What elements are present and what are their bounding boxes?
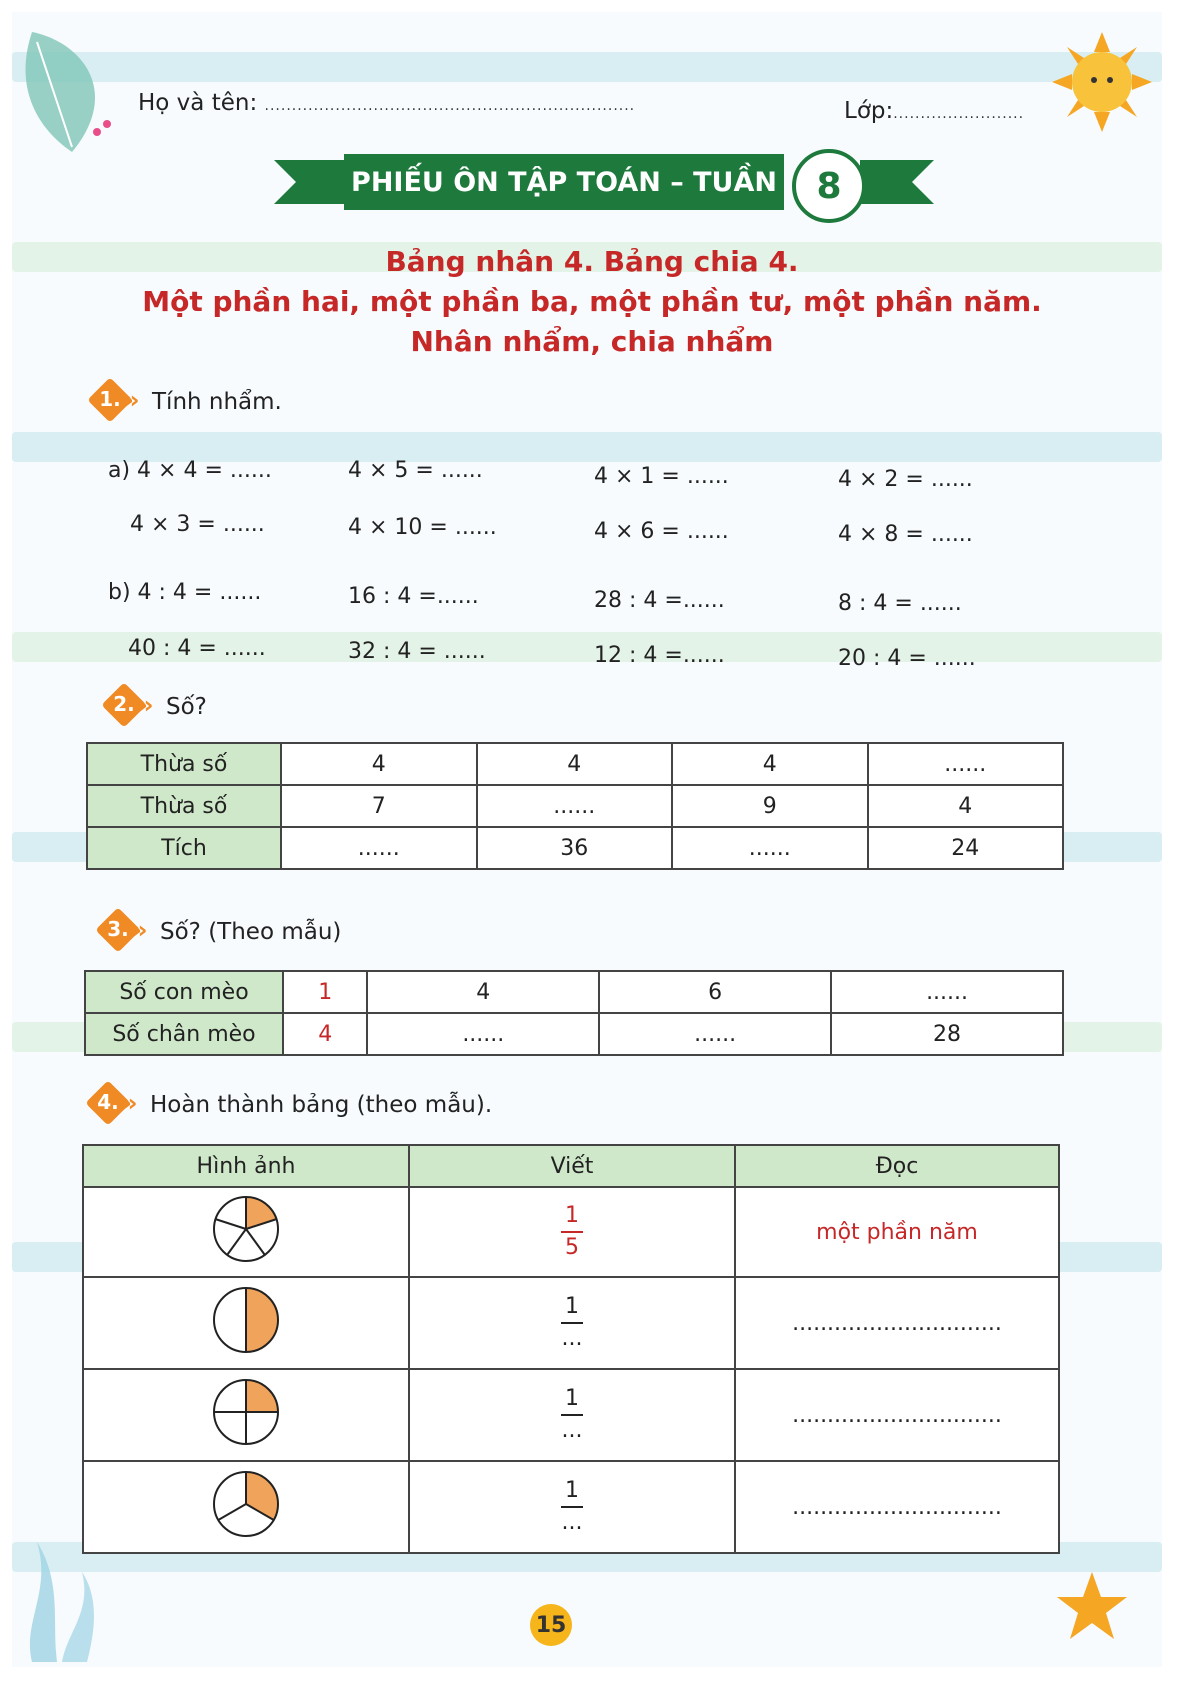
calc-item[interactable]: 4 × 3 = ...... — [130, 512, 265, 537]
calc-item[interactable]: 4 × 6 = ...... — [594, 519, 729, 544]
question-badge: 1. » — [90, 382, 142, 422]
table-cell[interactable]: 4 — [477, 743, 673, 785]
table-cell[interactable]: 4 — [367, 971, 599, 1013]
table-cell[interactable]: 36 — [477, 827, 673, 869]
class-line — [844, 98, 1024, 124]
fraction-numerator: 1 — [565, 1478, 579, 1503]
pie-divider — [246, 1229, 265, 1255]
question-title: Số? — [166, 694, 207, 720]
reading-cell[interactable]: .............................. — [735, 1461, 1059, 1553]
fraction-denominator[interactable]: ... — [561, 1510, 583, 1535]
fraction-numerator: 1 — [565, 1294, 579, 1319]
fraction-numerator: 1 — [565, 1203, 579, 1228]
fraction — [561, 1294, 583, 1352]
calc-item[interactable]: 4 × 2 = ...... — [838, 467, 973, 492]
calc-item[interactable]: 4 × 8 = ...... — [838, 522, 973, 547]
table-cell[interactable]: ...... — [477, 785, 673, 827]
name-line — [138, 90, 635, 116]
question-3-heading — [98, 912, 341, 952]
row-label: Số chân mèo — [85, 1013, 283, 1055]
week-number: 8 — [792, 149, 866, 223]
calc-item[interactable]: 32 : 4 = ...... — [348, 639, 486, 664]
question-number: 3. — [107, 917, 129, 941]
table-row — [83, 1369, 1059, 1461]
pizza-fraction-image — [210, 1376, 282, 1448]
table-row — [87, 785, 1063, 827]
question-title: Tính nhẩm. — [152, 389, 282, 415]
col-header: Hình ảnh — [83, 1145, 409, 1187]
calc-item[interactable]: a) 4 × 4 = ...... — [108, 458, 272, 483]
fraction-denominator[interactable]: ... — [561, 1418, 583, 1443]
banner-title: PHIẾU ÔN TẬP TOÁN – TUẦN — [344, 154, 784, 210]
multiplication-table — [86, 742, 1064, 870]
fraction-table — [82, 1144, 1060, 1554]
fraction — [561, 1478, 583, 1536]
row-label: Số con mèo — [85, 971, 283, 1013]
row-label: Tích — [87, 827, 281, 869]
write-cell[interactable] — [409, 1369, 735, 1461]
table-row — [83, 1187, 1059, 1277]
title-banner — [274, 142, 934, 222]
table-cell[interactable]: 4 — [281, 743, 477, 785]
table-cell[interactable]: ...... — [281, 827, 477, 869]
page-number: 15 — [530, 1604, 572, 1646]
reading-cell: một phần năm — [735, 1187, 1059, 1277]
calc-item[interactable]: 12 : 4 =...... — [594, 643, 725, 668]
table-cell[interactable]: 4 — [672, 743, 868, 785]
table-cell[interactable]: 9 — [672, 785, 868, 827]
calc-item[interactable]: 40 : 4 = ...... — [128, 636, 266, 661]
question-2-heading — [104, 687, 207, 727]
table-header-row — [83, 1145, 1059, 1187]
table-cell[interactable]: 7 — [281, 785, 477, 827]
question-4-heading — [88, 1085, 492, 1125]
calc-item[interactable]: b) 4 : 4 = ...... — [108, 580, 262, 605]
calc-item[interactable]: 8 : 4 = ...... — [838, 591, 962, 616]
fraction — [561, 1203, 583, 1261]
table-cell: 1 — [283, 971, 367, 1013]
calc-item[interactable]: 4 × 5 = ...... — [348, 458, 483, 483]
pizza-fraction-image — [210, 1284, 282, 1356]
write-cell — [409, 1187, 735, 1277]
calc-item[interactable]: 4 × 10 = ...... — [348, 515, 497, 540]
fraction-denominator[interactable]: ... — [561, 1326, 583, 1351]
write-cell[interactable] — [409, 1277, 735, 1369]
table-row — [85, 1013, 1063, 1055]
pie-divider — [216, 1219, 246, 1229]
col-header: Đọc — [735, 1145, 1059, 1187]
table-cell[interactable]: 28 — [831, 1013, 1063, 1055]
picture-cell — [83, 1187, 409, 1277]
question-number: 2. — [113, 692, 135, 716]
fraction-denominator: 5 — [565, 1235, 579, 1260]
picture-cell — [83, 1369, 409, 1461]
lesson-titles — [112, 242, 1072, 362]
calc-item[interactable]: 16 : 4 =...... — [348, 584, 479, 609]
table-cell[interactable]: ...... — [868, 743, 1064, 785]
table-row — [87, 827, 1063, 869]
row-label: Thừa số — [87, 785, 281, 827]
table-cell: 4 — [283, 1013, 367, 1055]
pie-divider — [227, 1229, 246, 1255]
col-header: Viết — [409, 1145, 735, 1187]
question-title: Số? (Theo mẫu) — [160, 919, 342, 945]
pie-divider — [218, 1504, 246, 1520]
shaded-slice — [246, 1288, 278, 1352]
table-row — [87, 743, 1063, 785]
table-cell[interactable]: ...... — [599, 1013, 831, 1055]
question-badge: 2. » — [104, 687, 156, 727]
pizza-fraction-image — [210, 1468, 282, 1540]
calc-item[interactable]: 20 : 4 = ...... — [838, 646, 976, 671]
reading-cell[interactable]: .............................. — [735, 1369, 1059, 1461]
question-title: Hoàn thành bảng (theo mẫu). — [150, 1092, 493, 1118]
cat-legs-table — [84, 970, 1064, 1056]
table-row — [83, 1277, 1059, 1369]
picture-cell — [83, 1277, 409, 1369]
name-blank[interactable]: .................................................................... — [264, 98, 636, 114]
question-badge: 4. » — [88, 1085, 140, 1125]
lesson-title-3: Nhân nhẩm, chia nhẩm — [410, 325, 774, 358]
class-blank[interactable]: ........................ — [893, 106, 1025, 122]
calc-item[interactable]: 28 : 4 =...... — [594, 588, 725, 613]
question-1-heading — [90, 382, 282, 422]
table-cell[interactable]: ...... — [831, 971, 1063, 1013]
picture-cell — [83, 1461, 409, 1553]
question-number: 4. — [97, 1090, 119, 1114]
fraction — [561, 1386, 583, 1444]
worksheet-page — [12, 12, 1162, 1667]
name-label: Họ và tên: — [138, 90, 258, 116]
table-cell[interactable]: 4 — [868, 785, 1064, 827]
lesson-title-1: Bảng nhân 4. Bảng chia 4. — [385, 245, 799, 278]
fraction-numerator: 1 — [565, 1386, 579, 1411]
class-label: Lớp: — [844, 98, 894, 124]
table-row — [83, 1461, 1059, 1553]
write-cell[interactable] — [409, 1461, 735, 1553]
question-badge: 3. » — [98, 912, 150, 952]
table-cell[interactable]: 24 — [868, 827, 1064, 869]
row-label: Thừa số — [87, 743, 281, 785]
reading-cell[interactable]: .............................. — [735, 1277, 1059, 1369]
question-number: 1. — [99, 387, 121, 411]
table-cell[interactable]: 6 — [599, 971, 831, 1013]
calc-item[interactable]: 4 × 1 = ...... — [594, 464, 729, 489]
table-cell[interactable]: ...... — [367, 1013, 599, 1055]
lesson-title-2: Một phần hai, một phần ba, một phần tư, một phần năm. — [142, 285, 1042, 318]
pizza-fraction-image — [210, 1193, 282, 1265]
table-row — [85, 971, 1063, 1013]
table-cell[interactable]: ...... — [672, 827, 868, 869]
